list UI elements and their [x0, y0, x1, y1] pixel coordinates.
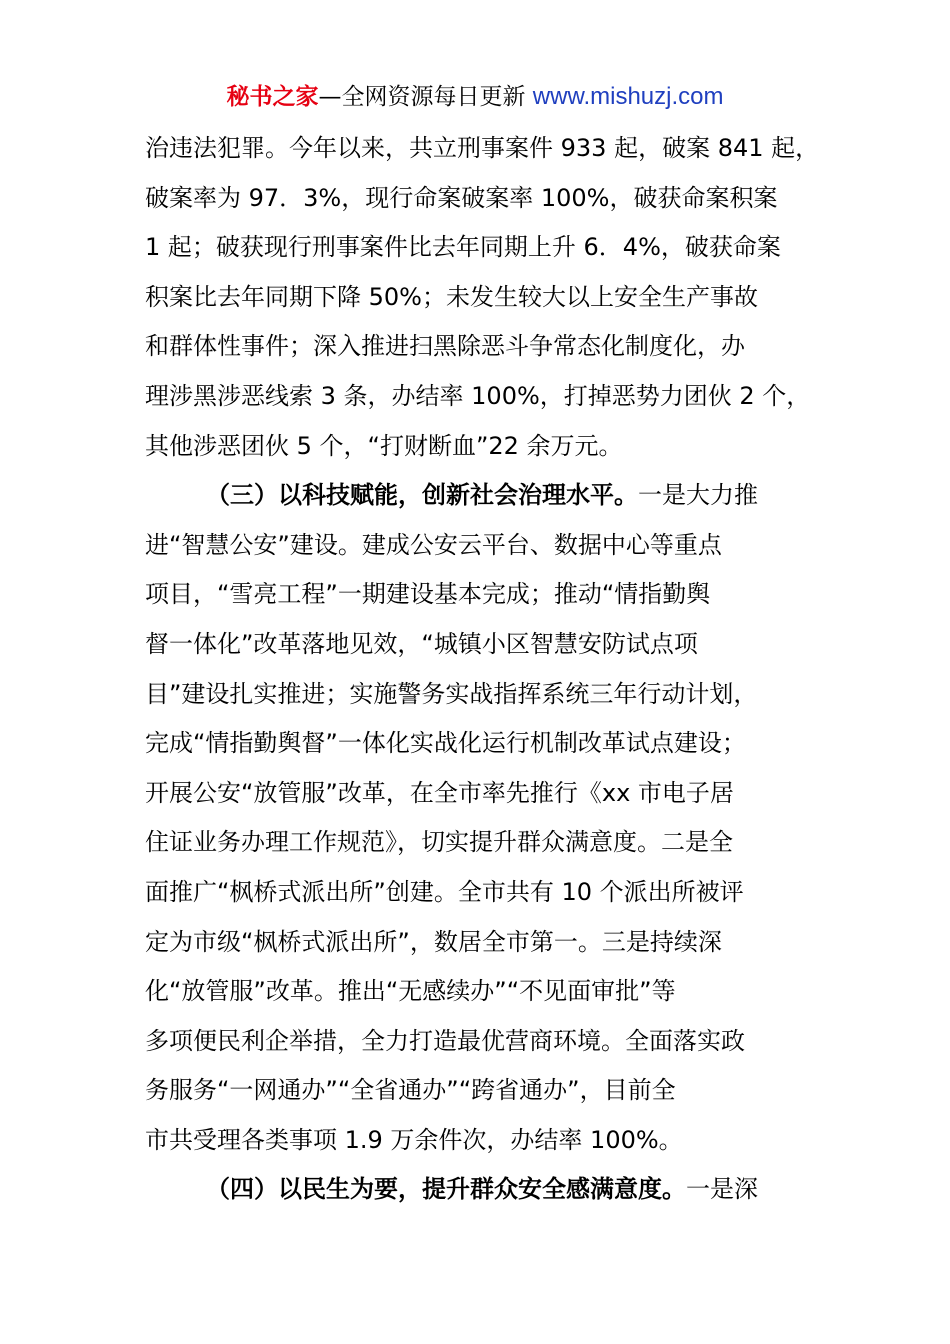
- section-3-heading: （三）以科技赋能，创新社会治理水平。: [206, 481, 638, 510]
- text-line: 定为市级“枫桥式派出所”，数居全市第一。三是持续深: [145, 927, 722, 956]
- text-line: 其他涉恶团伙 5 个，“打财断血”22 余万元。: [145, 431, 623, 460]
- section-3-first-line: [145, 471, 835, 521]
- brand-name: 秘书之家: [226, 84, 319, 110]
- text-line: 项目，“雪亮工程”一期建设基本完成；推动“情指勤舆: [145, 580, 711, 609]
- section-4-first-line: [145, 1165, 835, 1215]
- text-line: 积案比去年同期下降 50%；未发生较大以上安全生产事故: [145, 282, 758, 311]
- site-url-link[interactable]: www.mishuzj.com: [532, 83, 724, 110]
- text-line: 目”建设扎实推进；实施警务实战指挥系统三年行动计划，: [145, 679, 758, 708]
- text-line: 面推广“枫桥式派出所”创建。全市共有 10 个派出所被评: [145, 877, 744, 906]
- section-4-first-text: 一是深: [686, 1175, 758, 1204]
- text-line: 化“放管服”改革。推出“无感续办”“不见面审批”等: [145, 977, 676, 1006]
- text-line: 督一体化”改革落地见效，“城镇小区智慧安防试点项: [145, 629, 698, 658]
- text-line: 破案率为 97．3%，现行命案破案率 100%，破获命案积案: [145, 183, 778, 212]
- text-line: 1 起；破获现行刑事案件比去年同期上升 6．4%，破获命案: [145, 233, 781, 262]
- text-line: 多项便民利企举措，全力打造最优营商环境。全面落实政: [145, 1026, 745, 1055]
- text-line: 市共受理各类事项 1.9 万余件次，办结率 100%。: [145, 1125, 683, 1154]
- text-line: 理涉黑涉恶线索 3 条，办结率 100%，打掉恶势力团伙 2 个，: [145, 381, 811, 410]
- section-3-first-text: 一是大力推: [638, 481, 758, 510]
- text-line: 完成“情指勤舆督”一体化实战化运行机制改革试点建设；: [145, 729, 746, 758]
- text-line: 和群体性事件；深入推进扫黑除恶斗争常态化制度化，办: [145, 332, 745, 361]
- text-line: 进“智慧公安”建设。建成公安云平台、数据中心等重点: [145, 530, 722, 559]
- document-body: [145, 124, 835, 1215]
- page-header: [0, 82, 950, 112]
- section-4-heading: （四）以民生为要，提升群众安全感满意度。: [206, 1175, 686, 1204]
- text-line: 治违法犯罪。今年以来，共立刑事案件 933 起，破案 841 起，: [145, 134, 820, 162]
- text-line: 开展公安“放管服”改革，在全市率先推行《xx 市电子居: [145, 778, 734, 807]
- text-line: 务服务“一网通办”“全省通办”“跨省通办”，目前全: [145, 1076, 676, 1105]
- text-line: 住证业务办理工作规范》，切实提升群众满意度。二是全: [145, 828, 733, 857]
- header-tagline: —全网资源每日更新: [318, 84, 533, 110]
